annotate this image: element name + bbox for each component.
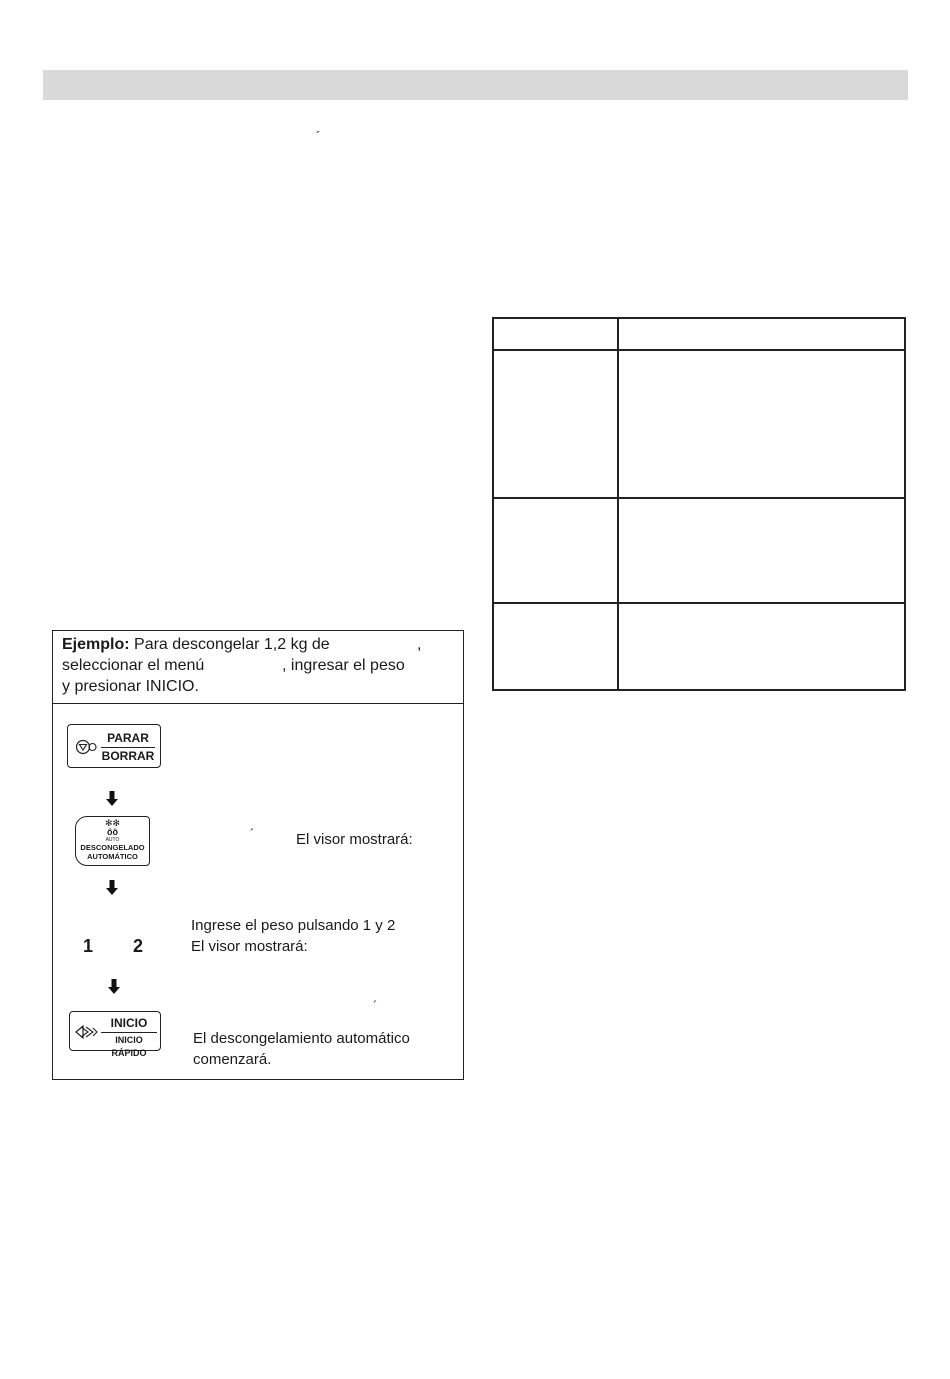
digit-1-key[interactable]: 1 [83,936,94,956]
start-icon [75,1024,99,1040]
step2-display-text: El visor mostrará: [296,831,413,848]
step4-text-line1: El descongelamiento automático [193,1030,410,1047]
reference-table [492,317,906,691]
step3-instruction: Ingrese el peso pulsando 1 y 2 [191,917,396,934]
stop-label: PARAR [107,731,149,745]
example-line1-comma: , [417,636,422,653]
auto-defrost-button[interactable] [75,816,150,866]
stop-icon [75,739,97,755]
example-box [52,630,464,1080]
accent-mark: ´ [316,128,321,144]
snowflake-icon: ✻✻ ôô [104,818,121,837]
example-line2-a: seleccionar el menú [62,657,205,674]
example-line3: y presionar INICIO. [62,678,199,695]
stop-clear-button[interactable] [67,724,161,768]
clear-label: BORRAR [101,749,155,763]
arrow-down-icon [107,979,121,995]
digit-2-key[interactable]: 2 [133,936,144,956]
example-label: Ejemplo: [62,636,130,653]
section-header-bar [43,70,908,100]
start-button[interactable] [69,1011,161,1058]
quick-start-label: INICIO RÁPIDO [101,1032,157,1060]
arrow-down-icon [105,791,119,807]
step3-display-text: El visor mostrará: [191,938,308,955]
table-header-divider [494,349,904,351]
table-row-divider [494,602,904,604]
arrow-down-icon [105,880,119,896]
auto-label: AUTO [105,837,120,843]
accent-mark: ´ [250,826,255,841]
start-label: INICIO [110,1016,148,1030]
example-line2-b: , ingresar el peso [282,657,405,674]
accent-mark: ´ [373,998,378,1013]
step4-text-line2: comenzará. [193,1051,272,1068]
example-header [53,631,463,704]
defrost-label-1: DESCONGELADO [80,843,145,852]
defrost-label-2: AUTOMÁTICO [87,852,138,861]
table-row-divider [494,497,904,499]
table-column-divider [617,319,619,689]
example-line1: Para descongelar 1,2 kg de [134,636,330,653]
